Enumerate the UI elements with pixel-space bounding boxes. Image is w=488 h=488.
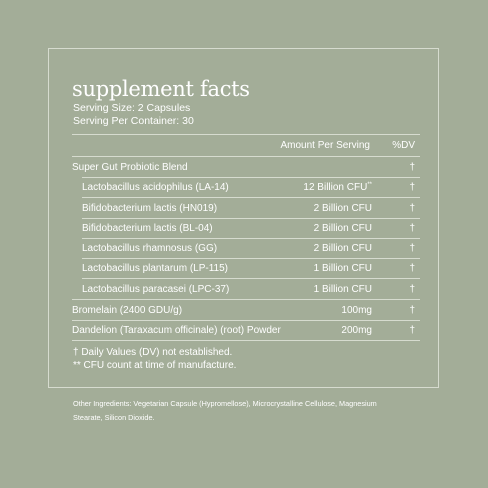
page-title: supplement facts	[72, 77, 250, 101]
divider	[72, 134, 420, 135]
ingredient-dv: †	[409, 182, 415, 193]
dv-footnote: † Daily Values (DV) not established.	[73, 347, 233, 358]
ingredient-dv: †	[409, 243, 415, 254]
cfu-footnote: ** CFU count at time of manufacture.	[73, 360, 237, 371]
table-row	[82, 221, 420, 237]
ingredient-amount: 1 Billion CFU	[313, 284, 372, 295]
ingredient-name: Bifidobacterium lactis (BL-04)	[82, 223, 213, 234]
ingredient-dv: †	[409, 203, 415, 214]
divider	[82, 258, 420, 259]
divider	[82, 278, 420, 279]
divider	[82, 238, 420, 239]
divider	[72, 156, 420, 157]
ingredient-dv: †	[409, 284, 415, 295]
divider	[82, 218, 420, 219]
ingredient-amount: 100mg	[341, 305, 372, 316]
table-row	[82, 241, 420, 257]
ingredient-name: Bromelain (2400 GDU/g)	[72, 305, 183, 316]
ingredient-amount: 2 Billion CFU	[313, 243, 372, 254]
ingredient-amount: 200mg	[341, 325, 372, 336]
divider	[72, 320, 420, 321]
table-row	[72, 303, 420, 319]
ingredient-name: Lactobacillus plantarum (LP-115)	[82, 263, 229, 274]
ingredient-name: Bifidobacterium lactis (HN019)	[82, 203, 218, 214]
table-row	[82, 282, 420, 298]
blend-row	[72, 160, 420, 176]
other-ingredients: Other Ingredients: Vegetarian Capsule (Hypromellose), Microcrystalline Cellulose, Magnesium Stearate, Silicon Dioxide.	[73, 399, 377, 422]
divider	[82, 177, 420, 178]
ingredient-dv: †	[409, 263, 415, 274]
divider	[82, 197, 420, 198]
blend-dv: †	[409, 162, 415, 173]
ingredient-amount: 2 Billion CFU	[313, 203, 372, 214]
servings-per-container: Serving Per Container: 30	[73, 115, 194, 127]
ingredient-amount: 1 Billion CFU	[313, 263, 372, 274]
ingredient-dv: †	[409, 325, 415, 336]
divider	[72, 340, 420, 341]
ingredient-name: Lactobacillus rhamnosus (GG)	[82, 243, 218, 254]
ingredient-name: Dandelion (Taraxacum officinale) (root) Powder	[72, 325, 281, 336]
serving-size: Serving Size: 2 Capsules	[73, 102, 191, 114]
ingredient-amount: 2 Billion CFU	[313, 223, 372, 234]
blend-name: Super Gut Probiotic Blend	[72, 162, 188, 173]
ingredient-amount: 12 Billion CFU**	[303, 182, 372, 193]
ingredient-dv: †	[409, 305, 415, 316]
ingredient-name: Lactobacillus acidophilus (LA-14)	[82, 182, 229, 193]
table-row	[82, 261, 420, 277]
amount-per-serving-header: Amount Per Serving	[280, 140, 370, 151]
table-row	[82, 201, 420, 217]
table-row	[72, 323, 420, 339]
ingredient-dv: †	[409, 223, 415, 234]
dv-header: %DV	[392, 140, 415, 151]
ingredient-name: Lactobacillus paracasei (LPC-37)	[82, 284, 230, 295]
cfu-footnote-mark: **	[367, 182, 372, 188]
table-row	[82, 180, 420, 196]
divider	[72, 299, 420, 300]
